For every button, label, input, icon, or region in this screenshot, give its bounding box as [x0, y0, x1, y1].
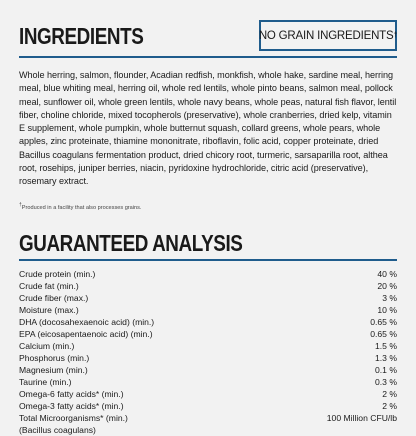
analysis-divider [19, 259, 397, 261]
nutrient-value: 0.65 % [370, 329, 397, 340]
nutrient-value: 40 % [377, 269, 397, 280]
nutrient-label: Magnesium (min.) [19, 365, 88, 376]
nutrient-value: 100 Million CFU/lb [326, 413, 397, 424]
ingredients-title: INGREDIENTS [19, 23, 144, 49]
nutrient-value: 2 % [382, 401, 397, 412]
table-row [19, 424, 397, 436]
nutrient-value: 0.65 % [370, 317, 397, 328]
nutrient-label: DHA (docosahexaenoic acid) (min.) [19, 317, 155, 328]
ingredients-divider [19, 56, 397, 58]
analysis-table [19, 268, 397, 436]
nutrient-label: Crude fat (min.) [19, 281, 79, 292]
ingredients-list: Whole herring, salmon, flounder, Acadian redfish, monkfish, whole hake, sardine meal, herring meal, blue whiting meal, herring oil, whole red lentils, whole pinto beans, salmon meal, pollock meal, sunflower oil, whole green lentils, whole navy beans, whole peas, natural fish flavor, lentil fiber, choline chloride, mixed tocopherols (preservative), whole cranberries, dried kelp, vitamin E supplement, whole pumpkin, whole butternut squash, collard greens, whole pears, whole apples, zinc proteinate, thiamine mononitrate, riboflavin, folic acid, copper proteinate, dried Bacillus coagulans fermentation product, dried chicory root, turmeric, sarsaparilla root, althea root, rosehips, juniper berries, niacin, pyridoxine hydrochloride, citric acid (preservative), rosemary extract. [19, 70, 397, 187]
table-row [19, 316, 397, 328]
nutrient-value: 0.3 % [375, 377, 397, 388]
table-row [19, 376, 397, 388]
nutrient-value: 0.1 % [375, 365, 397, 376]
nutrient-label: Omega-3 fatty acids* (min.) [19, 401, 124, 412]
table-row [19, 412, 397, 424]
no-grain-badge [259, 20, 397, 51]
nutrient-value: 1.3 % [375, 353, 397, 364]
footnote-text: Produced in a facility that also processes grains. [21, 204, 142, 211]
nutrient-value [268, 424, 397, 436]
table-row [19, 280, 397, 292]
nutrient-label: EPA (eicosapentaenoic acid) (min.) [19, 329, 153, 340]
no-grain-badge-text: NO GRAIN INGREDIENTS [258, 29, 394, 42]
table-row [19, 388, 397, 400]
table-row [19, 340, 397, 352]
table-row [19, 364, 397, 376]
nutrient-label: Moisture (max.) [19, 305, 79, 316]
nutrient-value: 20 % [377, 281, 397, 292]
footnote-mark: † [19, 201, 22, 208]
nutrient-label: Taurine (min.) [19, 377, 72, 388]
table-row [19, 268, 397, 280]
nutrient-label: Calcium (min.) [19, 341, 75, 352]
nutrient-value: 2 % [382, 389, 397, 400]
analysis-header [19, 232, 397, 259]
table-row [19, 304, 397, 316]
nutrient-label: Phosphorus (min.) [19, 353, 90, 364]
no-grain-badge-mark: † [393, 32, 398, 39]
footnote [19, 203, 397, 211]
nutrient-label: Omega-6 fatty acids* (min.) [19, 389, 124, 400]
nutrient-label: Crude protein (min.) [19, 269, 96, 280]
nutrient-label: Crude fiber (max.) [19, 293, 89, 304]
table-row [19, 328, 397, 340]
nutrient-label: (Bacillus coagulans) [19, 425, 96, 436]
analysis-title: GUARANTEED ANALYSIS [19, 230, 243, 257]
ingredients-header [19, 20, 397, 56]
nutrient-value: 1.5 % [375, 341, 397, 352]
table-row [19, 292, 397, 304]
table-row [19, 400, 397, 412]
nutrient-value: 3 % [382, 293, 397, 304]
product-info-panel [19, 20, 397, 436]
table-row [19, 352, 397, 364]
nutrient-value: 10 % [377, 305, 397, 316]
nutrient-label: Total Microorganisms* (min.) [19, 413, 128, 424]
